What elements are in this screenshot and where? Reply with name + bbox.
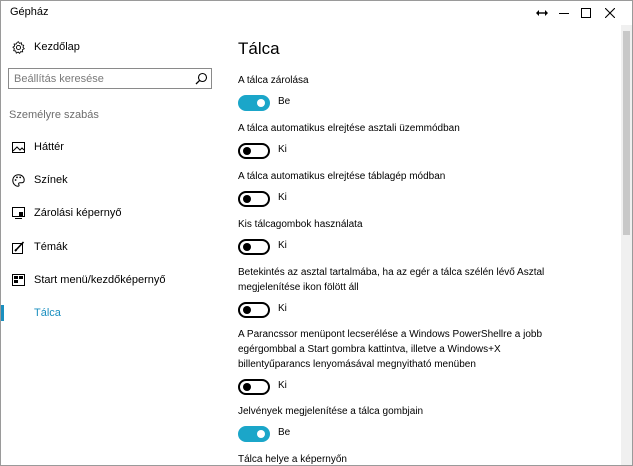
toggle-state: Ki xyxy=(278,303,287,314)
gear-icon xyxy=(11,40,25,54)
sidebar-item-themes[interactable] xyxy=(1,231,221,263)
sidebar-item-label: Start menü/kezdőképernyő xyxy=(34,274,166,286)
toggle-knob xyxy=(243,383,251,391)
lock-taskbar-toggle[interactable] xyxy=(238,95,270,111)
toggle-knob xyxy=(243,306,251,314)
sidebar-item-label: Háttér xyxy=(34,141,64,153)
peek-toggle[interactable] xyxy=(238,302,270,318)
search-input[interactable] xyxy=(9,69,194,88)
setting-label: Jelvények megjelenítése a tálca gombjain xyxy=(238,406,424,417)
setting-label: A tálca automatikus elrejtése táblagép módban xyxy=(238,171,446,182)
setting-label: Kis tálcagombok használata xyxy=(238,219,363,230)
setting-lock-taskbar xyxy=(238,73,608,111)
lock-screen-icon xyxy=(11,206,25,220)
search-icon[interactable] xyxy=(195,72,208,85)
toggle-knob xyxy=(243,243,251,251)
setting-small-buttons xyxy=(238,217,608,255)
sidebar-item-lock-screen[interactable] xyxy=(1,197,221,229)
toggle-knob xyxy=(257,99,265,107)
sidebar-item-start-menu[interactable] xyxy=(1,264,221,296)
toggle-state: Ki xyxy=(278,192,287,203)
sidebar-item-label: Zárolási képernyő xyxy=(34,207,122,219)
setting-peek xyxy=(238,265,548,318)
autohide-tablet-toggle[interactable] xyxy=(238,191,270,207)
image-icon xyxy=(11,140,25,154)
toggle-knob xyxy=(257,430,265,438)
themes-icon xyxy=(11,240,25,254)
close-button[interactable] xyxy=(588,1,632,25)
toggle-state: Ki xyxy=(278,240,287,251)
sidebar-item-colors[interactable] xyxy=(1,164,221,196)
setting-taskbar-location xyxy=(238,452,608,466)
sidebar-item-label: Tálca xyxy=(34,307,61,319)
toggle-state: Ki xyxy=(278,380,287,391)
title-bar xyxy=(1,1,632,25)
toggle-state: Be xyxy=(278,96,291,107)
badges-toggle[interactable] xyxy=(238,426,270,442)
sidebar-item-label: Témák xyxy=(34,241,68,253)
powershell-toggle[interactable] xyxy=(238,379,270,395)
setting-powershell xyxy=(238,327,553,395)
setting-autohide-tablet xyxy=(238,169,608,207)
setting-label: A tálca automatikus elrejtése asztali üzemmódban xyxy=(238,123,460,134)
setting-label: A tálca zárolása xyxy=(238,75,309,86)
toggle-knob xyxy=(243,195,251,203)
setting-label: A Parancssor menüpont lecserélése a Windows PowerShellre a jobb egérgombbal a Start gombra kattintva, illetve a Windows+X billentyűparancs lenyomásával megnyitható menüben xyxy=(238,329,543,370)
close-icon xyxy=(605,8,615,18)
sidebar-item-label: Színek xyxy=(34,174,68,186)
palette-icon xyxy=(11,173,25,187)
sidebar xyxy=(1,25,221,465)
toggle-state: Ki xyxy=(278,144,287,155)
sidebar-item-taskbar[interactable] xyxy=(1,297,221,329)
window-title: Gépház xyxy=(10,6,49,18)
toggle-knob xyxy=(243,147,251,155)
vertical-scrollbar[interactable] xyxy=(621,25,632,465)
sidebar-item-label: Kezdőlap xyxy=(34,41,80,53)
setting-autohide-desktop xyxy=(238,121,608,159)
active-indicator xyxy=(1,305,4,321)
autohide-desktop-toggle[interactable] xyxy=(238,143,270,159)
section-label: Személyre szabás xyxy=(9,109,99,121)
sidebar-item-background[interactable] xyxy=(1,131,221,163)
main-content xyxy=(221,25,621,465)
setting-badges xyxy=(238,404,608,442)
search-box[interactable] xyxy=(8,68,212,89)
small-buttons-toggle[interactable] xyxy=(238,239,270,255)
page-title: Tálca xyxy=(238,39,280,58)
sidebar-item-home[interactable] xyxy=(1,31,221,63)
setting-label: Betekintés az asztal tartalmába, ha az egér a tálca szélén lévő Asztal megjelenítése ikon fölött áll xyxy=(238,267,545,293)
start-menu-icon xyxy=(11,273,25,287)
toggle-state: Be xyxy=(278,427,291,438)
scrollbar-thumb[interactable] xyxy=(623,31,630,235)
setting-label: Tálca helye a képernyőn xyxy=(238,454,347,465)
